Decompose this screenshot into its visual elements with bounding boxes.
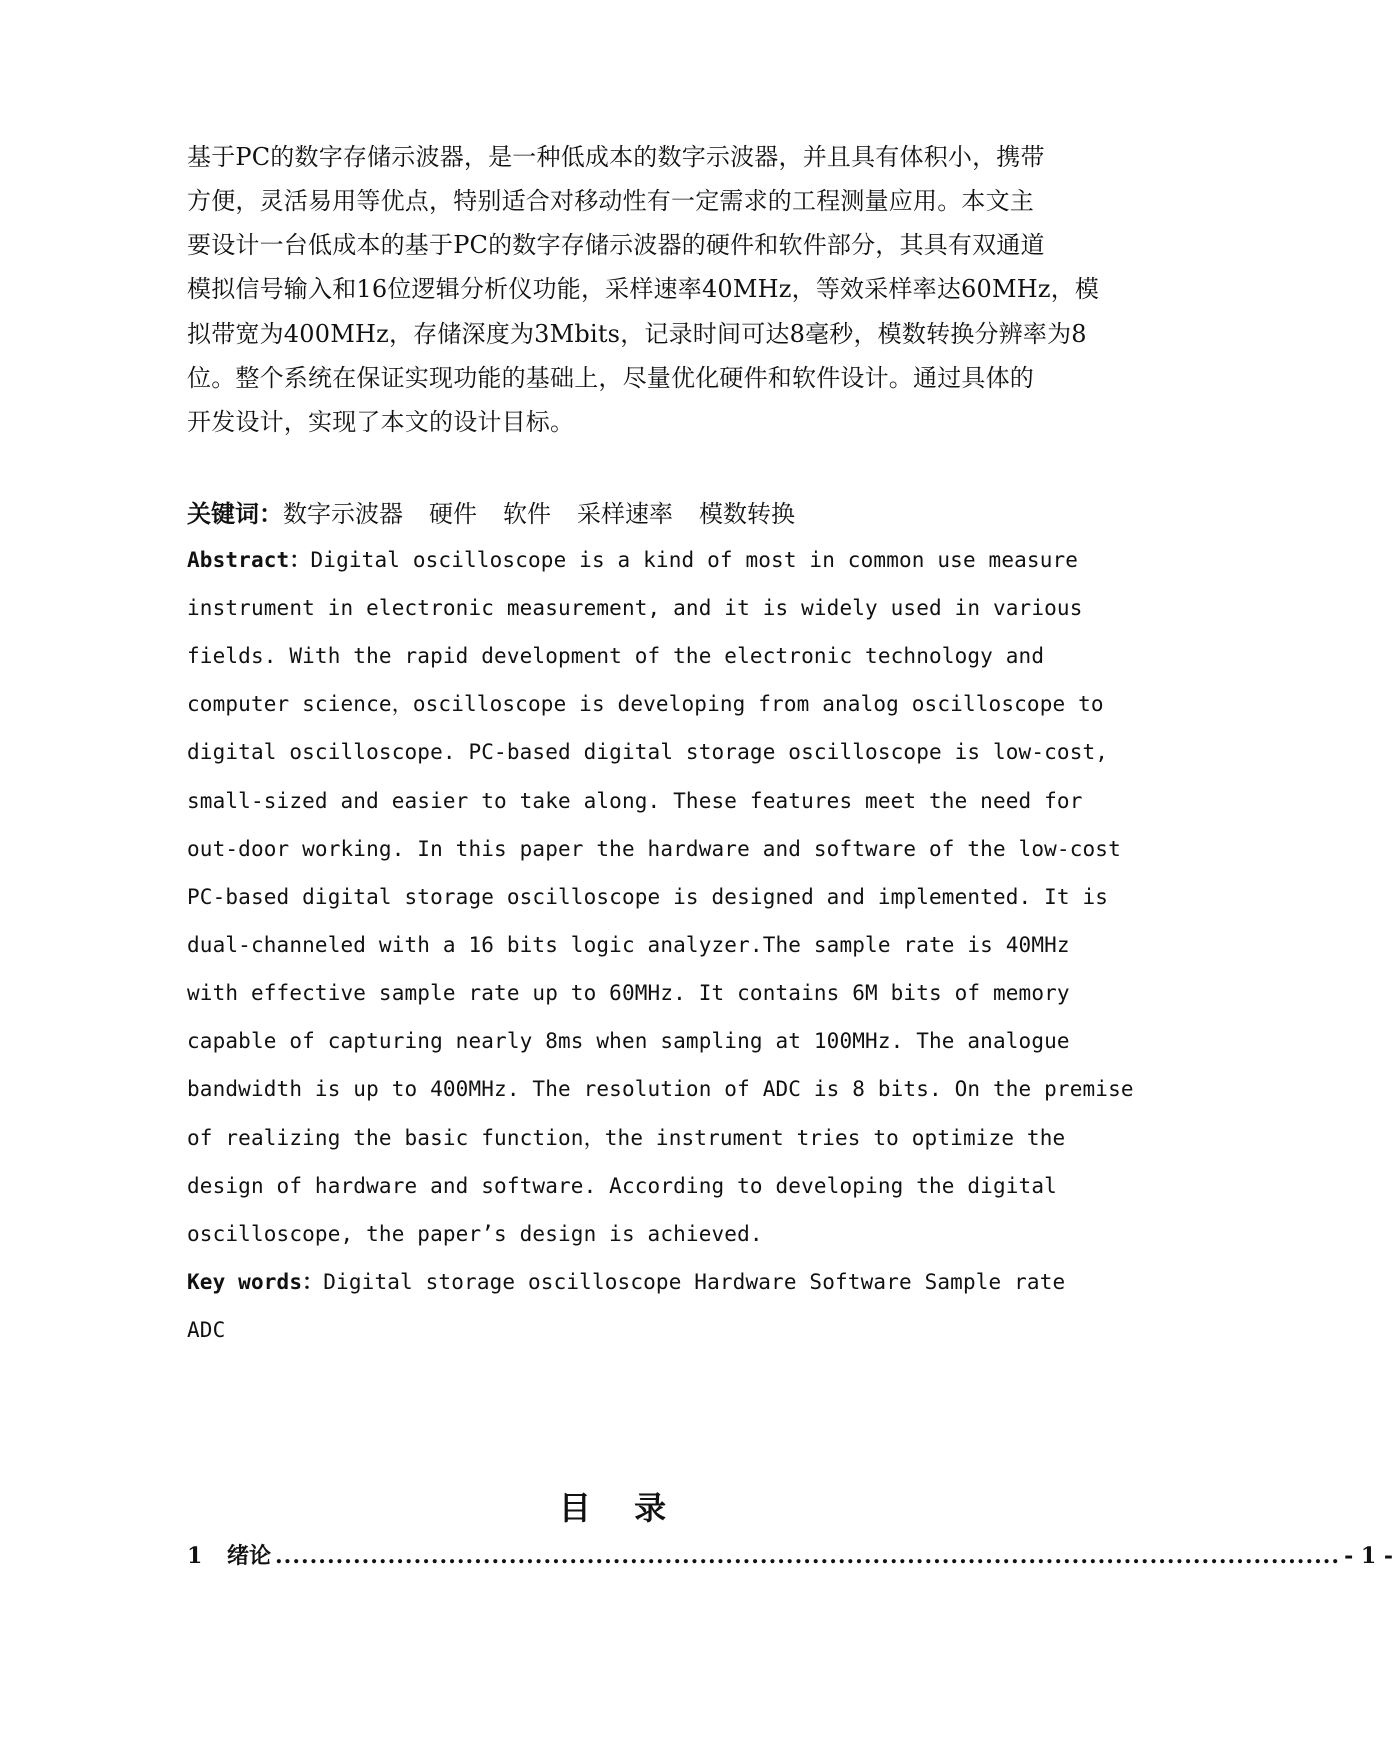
abstract-en-line: bandwidth is up to 400MHz. The resolution of ADC is 8 bits. On the premise: [187, 1077, 1134, 1101]
abstract-en-first-line: [187, 545, 1117, 575]
abstract-en-line: out-door working. In this paper the hardware and software of the low-cost: [187, 837, 1121, 861]
abstract-zh-line-2: 方便，灵活易用等优点，特别适合对移动性有一定需求的工程测量应用。本文主: [187, 187, 1034, 215]
toc-entry-leader: ...........................................................................................................................: [275, 1543, 1341, 1569]
abstract-en-label: Abstract：: [187, 548, 311, 572]
abstract-en-line: of realizing the basic function，the instrument tries to optimize the: [187, 1126, 1066, 1150]
abstract-en-line: instrument in electronic measurement, and it is widely used in various: [187, 596, 1083, 620]
abstract-zh-line-1: 基于PC的数字存储示波器，是一种低成本的数字示波器，并且具有体积小，携带: [187, 143, 1045, 171]
abstract-en-line: PC-based digital storage oscilloscope is designed and implemented. It is: [187, 885, 1109, 909]
toc-entry-page: - 1 -: [1344, 1543, 1393, 1569]
keywords-en-label: Key words：: [187, 1270, 324, 1294]
keyword-zh-item: 模数转换: [699, 500, 795, 528]
keyword-zh-item: 硬件: [429, 500, 477, 528]
keyword-zh-item: 采样速率: [577, 500, 673, 528]
abstract-en-line: fields. With the rapid development of the electronic technology and: [187, 644, 1045, 668]
toc-entry-number: 1: [187, 1543, 203, 1569]
toc-title: 目 录: [558, 1489, 683, 1527]
abstract-zh-line-7: 开发设计，实现了本文的设计目标。: [187, 408, 575, 436]
abstract-en-first-text: Digital oscilloscope is a kind of most in common use measure: [310, 548, 1079, 572]
keyword-zh-item: 软件: [503, 500, 551, 528]
abstract-en-line: capable of capturing nearly 8ms when sampling at 100MHz. The analogue: [187, 1029, 1070, 1053]
abstract-zh-line-6: 位。整个系统在保证实现功能的基础上，尽量优化硬件和软件设计。通过具体的: [187, 364, 1034, 392]
toc-entry[interactable]: [187, 1539, 1393, 1573]
keywords-en-line-1: [187, 1267, 1117, 1297]
abstract-en-line: oscilloscope, the paper’s design is achieved.: [187, 1222, 763, 1246]
toc-entry-title: 绪论: [227, 1543, 272, 1569]
keyword-zh-item: 数字示波器: [283, 500, 403, 528]
abstract-zh-line-3: 要设计一台低成本的基于PC的数字存储示波器的硬件和软件部分，其具有双通道: [187, 231, 1045, 259]
abstract-zh-line-4: 模拟信号输入和16位逻辑分析仪功能，采样速率40MHz，等效采样率达60MHz，模: [187, 275, 1100, 303]
abstract-en-line: computer science，oscilloscope is developing from analog oscilloscope to: [187, 692, 1104, 716]
abstract-zh-line-5: 拟带宽为400MHz，存储深度为3Mbits，记录时间可达8毫秒，模数转换分辨率为8: [187, 320, 1087, 348]
keywords-zh-label: 关键词：: [187, 499, 283, 528]
abstract-en-line: small-sized and easier to take along. These features meet the need for: [187, 789, 1083, 813]
keywords-en-text: Digital storage oscilloscope Hardware Software Sample rate: [323, 1270, 1066, 1294]
abstract-en-line: design of hardware and software. According to developing the digital: [187, 1174, 1057, 1198]
abstract-en-line: dual-channeled with a 16 bits logic analyzer.The sample rate is 40MHz: [187, 933, 1070, 957]
keywords-en-line-2: ADC: [187, 1318, 226, 1342]
keywords-zh: [187, 498, 821, 530]
abstract-en-line: with effective sample rate up to 60MHz. It contains 6M bits of memory: [187, 981, 1070, 1005]
abstract-en-line: digital oscilloscope. PC-based digital storage oscilloscope is low-cost,: [187, 740, 1109, 764]
